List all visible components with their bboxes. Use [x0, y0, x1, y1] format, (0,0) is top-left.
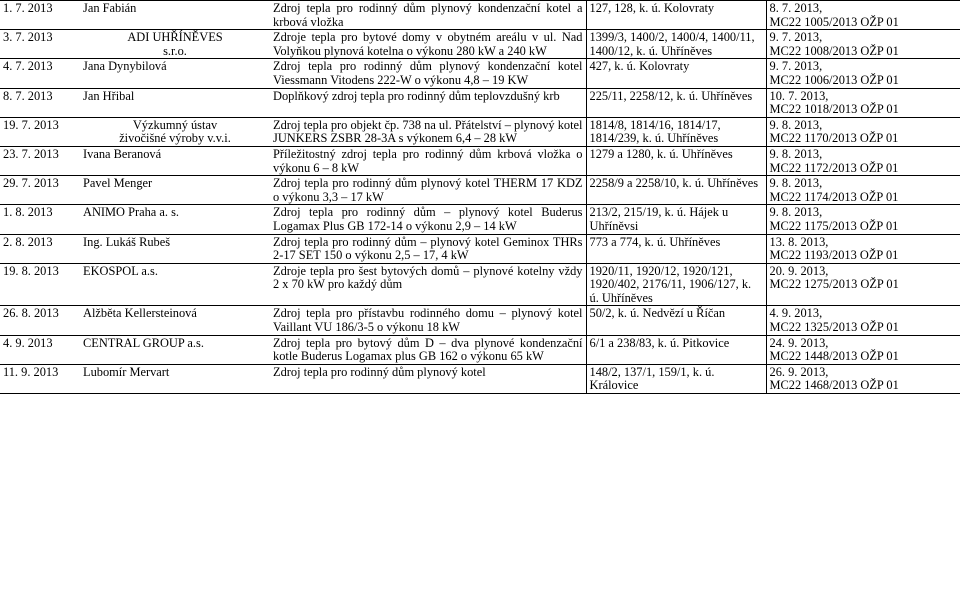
heat-source-text: Zdroj tepla pro rodinný dům plynový kondenzační kotel a krbová vložka [273, 1, 583, 29]
applicant-name-line: živočišné výroby v.v.i. [119, 131, 231, 146]
table-row [0, 1, 960, 30]
applicant-cell [80, 30, 270, 59]
table-row [0, 234, 960, 263]
decision-cell [766, 234, 960, 263]
decision-date: 24. 9. 2013, [769, 335, 829, 350]
heat-source-text: Zdroje tepla pro šest bytových domů – plynové kotelny vždy 2 x 70 kW pro každý dům [273, 263, 583, 292]
heat-source-cell [270, 176, 586, 205]
applicant-name-line: EKOSPOL a.s. [83, 263, 158, 278]
parcel-cell [586, 263, 766, 306]
applicant-cell [80, 117, 270, 146]
table-row [0, 205, 960, 234]
decision-date: 9. 7. 2013, [769, 30, 823, 45]
table-row [0, 146, 960, 175]
decision-cell [766, 335, 960, 364]
decision-cell [766, 1, 960, 30]
decision-number: MC22 1193/2013 OŽP 01 [769, 248, 899, 263]
decision-number: MC22 1172/2013 OŽP 01 [769, 160, 899, 175]
parcel-text: 773 a 774, k. ú. Uhříněves [589, 234, 721, 249]
applicant-cell [80, 335, 270, 364]
applicant-cell [80, 59, 270, 88]
heat-source-text: Zdroj tepla pro rodinný dům plynový kotel THERM 17 KDZ o výkonu 3,3 – 17 kW [273, 176, 583, 204]
decision-date: 26. 9. 2013, [769, 364, 829, 379]
applicant-cell [80, 205, 270, 234]
date-cell [0, 59, 80, 88]
table-row [0, 88, 960, 117]
decision-date: 9. 8. 2013, [769, 176, 823, 191]
applicant-name-line: ANIMO Praha a. s. [83, 205, 180, 220]
applicant-cell [80, 1, 270, 30]
parcel-cell [586, 88, 766, 117]
parcel-text: 50/2, k. ú. Nedvězí u Říčan [589, 306, 726, 321]
applicant-cell [80, 306, 270, 335]
applicant-name-line: Jan Fabián [83, 1, 137, 15]
date-cell [0, 88, 80, 117]
parcel-cell [586, 59, 766, 88]
decision-date: 8. 7. 2013, [769, 1, 823, 15]
decision-number: MC22 1468/2013 OŽP 01 [769, 378, 899, 393]
decision-number: MC22 1175/2013 OŽP 01 [769, 218, 899, 233]
date-text: 23. 7. 2013 [3, 146, 59, 161]
applicant-cell [80, 88, 270, 117]
decision-cell [766, 30, 960, 59]
heat-source-cell [270, 117, 586, 146]
decision-cell [766, 117, 960, 146]
date-text: 29. 7. 2013 [3, 176, 59, 191]
heat-source-text: Doplňkový zdroj tepla pro rodinný dům teplovzdušný krb [273, 88, 560, 103]
permits-table-body [0, 1, 960, 394]
parcel-text: 127, 128, k. ú. Kolovraty [589, 1, 715, 15]
applicant-cell [80, 263, 270, 306]
decision-number: MC22 1008/2013 OŽP 01 [769, 43, 899, 58]
heat-source-text: Zdroj tepla pro rodinný dům – plynový kotel Buderus Logamax Plus GB 172-14 o výkonu 2,9 – 14 kW [273, 205, 583, 233]
applicant-name-line: Jana Dynybilová [83, 59, 167, 74]
heat-source-text: Zdroj tepla pro objekt čp. 738 na ul. Přátelství – plynový kotel JUNKERS ZSBR 28-3A s výkonem 6,4 – 28 kW [273, 117, 583, 146]
decision-date: 4. 9. 2013, [769, 306, 823, 321]
parcel-cell [586, 205, 766, 234]
parcel-text: 225/11, 2258/12, k. ú. Uhříněves [589, 88, 753, 103]
applicant-name-line: CENTRAL GROUP a.s. [83, 335, 204, 350]
applicant-name-line: Ing. Lukáš Rubeš [83, 234, 171, 249]
date-cell [0, 234, 80, 263]
heat-source-cell [270, 364, 586, 393]
decision-date: 9. 8. 2013, [769, 117, 823, 132]
parcel-text: 2258/9 a 2258/10, k. ú. Uhříněves [589, 176, 759, 191]
date-text: 26. 8. 2013 [3, 306, 59, 321]
heat-source-cell [270, 335, 586, 364]
parcel-cell [586, 176, 766, 205]
parcel-text: 1279 a 1280, k. ú. Uhříněves [589, 146, 733, 161]
date-text: 11. 9. 2013 [3, 364, 59, 379]
decision-cell [766, 146, 960, 175]
date-cell [0, 335, 80, 364]
applicant-cell [80, 364, 270, 393]
parcel-cell [586, 30, 766, 59]
parcel-cell [586, 364, 766, 393]
date-text: 19. 7. 2013 [3, 117, 59, 132]
decision-date: 9. 8. 2013, [769, 205, 823, 220]
table-row [0, 364, 960, 393]
parcel-cell [586, 335, 766, 364]
heat-source-text: Zdroj tepla pro bytový dům D – dva plynové kondenzační kotle Buderus Logamax plus GB 162 o výkonu 65 kW [273, 335, 583, 364]
parcel-text: 1814/8, 1814/16, 1814/17, 1814/239, k. ú. Uhříněves [589, 117, 721, 146]
decision-number: MC22 1018/2013 OŽP 01 [769, 102, 899, 117]
applicant-name-line: Ivana Beranová [83, 146, 162, 161]
table-row [0, 306, 960, 335]
applicant-name-line: s.r.o. [163, 43, 187, 58]
applicant-name-line: Výzkumný ústav [132, 117, 218, 132]
date-cell [0, 117, 80, 146]
decision-number: MC22 1275/2013 OŽP 01 [769, 277, 899, 292]
heat-source-cell [270, 88, 586, 117]
date-cell [0, 263, 80, 306]
date-text: 1. 8. 2013 [3, 205, 53, 220]
heat-source-text: Zdroje tepla pro bytové domy v obytném areálu v ul. Nad Volyňkou plynová kotelna o výkonu 280 kW a 240 kW [273, 30, 583, 58]
date-text: 2. 8. 2013 [3, 234, 53, 249]
parcel-cell [586, 146, 766, 175]
decision-cell [766, 364, 960, 393]
heat-source-text: Zdroj tepla pro přístavbu rodinného domu – plynový kotel Vaillant VU 186/3-5 o výkonu 18 kW [273, 306, 583, 335]
applicant-cell [80, 146, 270, 175]
decision-cell [766, 88, 960, 117]
date-text: 1. 7. 2013 [3, 1, 53, 15]
decision-cell [766, 176, 960, 205]
applicant-name-line: Lubomír Mervart [83, 364, 170, 379]
table-row [0, 176, 960, 205]
heat-source-cell [270, 205, 586, 234]
heat-source-cell [270, 1, 586, 30]
date-cell [0, 176, 80, 205]
parcel-text: 427, k. ú. Kolovraty [589, 59, 690, 74]
date-text: 8. 7. 2013 [3, 88, 53, 103]
applicant-cell [80, 176, 270, 205]
decision-cell [766, 306, 960, 335]
table-row [0, 30, 960, 59]
heat-source-cell [270, 146, 586, 175]
heat-source-cell [270, 30, 586, 59]
decision-number: MC22 1006/2013 OŽP 01 [769, 72, 899, 87]
heat-source-text: Příležitostný zdroj tepla pro rodinný dům krbová vložka o výkonu 6 – 8 kW [273, 146, 583, 175]
heat-source-cell [270, 234, 586, 263]
parcel-text: 213/2, 215/19, k. ú. Hájek u Uhříněvsi [589, 205, 729, 233]
decision-cell [766, 205, 960, 234]
heat-source-cell [270, 306, 586, 335]
parcel-text: 1920/11, 1920/12, 1920/121, 1920/402, 2176/11, 1906/127, k. ú. Uhříněves [589, 263, 752, 305]
parcel-cell [586, 234, 766, 263]
date-text: 3. 7. 2013 [3, 30, 53, 45]
parcel-text: 6/1 a 238/83, k. ú. Pitkovice [589, 335, 730, 350]
date-cell [0, 30, 80, 59]
parcel-text: 148/2, 137/1, 159/1, k. ú. Královice [589, 364, 715, 393]
table-row [0, 335, 960, 364]
decision-number: MC22 1005/2013 OŽP 01 [769, 14, 899, 29]
parcel-cell [586, 306, 766, 335]
applicant-name-line: ADI UHŘÍNĚVES [127, 30, 223, 45]
parcel-cell [586, 117, 766, 146]
decision-cell [766, 59, 960, 88]
date-cell [0, 1, 80, 30]
applicant-name-line: Pavel Menger [83, 176, 153, 191]
decision-number: MC22 1170/2013 OŽP 01 [769, 131, 899, 146]
decision-number: MC22 1325/2013 OŽP 01 [769, 320, 899, 335]
date-cell [0, 364, 80, 393]
parcel-text: 1399/3, 1400/2, 1400/4, 1400/11, 1400/12, k. ú. Uhříněves [589, 30, 755, 58]
decision-date: 10. 7. 2013, [769, 88, 829, 103]
applicant-name-line: Jan Hřibal [83, 88, 135, 103]
decision-date: 13. 8. 2013, [769, 234, 829, 249]
date-cell [0, 205, 80, 234]
heat-source-text: Zdroj tepla pro rodinný dům plynový kotel [273, 364, 486, 379]
date-text: 4. 9. 2013 [3, 335, 53, 350]
table-row [0, 117, 960, 146]
heat-source-text: Zdroj tepla pro rodinný dům plynový kondenzační kotel Viessmann Vitodens 222-W o výkonu 4,8 – 19 KW [273, 59, 583, 87]
date-cell [0, 306, 80, 335]
table-row [0, 263, 960, 306]
date-cell [0, 146, 80, 175]
decision-date: 9. 8. 2013, [769, 146, 823, 161]
parcel-cell [586, 1, 766, 30]
heat-source-cell [270, 263, 586, 306]
table-row [0, 59, 960, 88]
decision-date: 9. 7. 2013, [769, 59, 823, 74]
date-text: 19. 8. 2013 [3, 263, 59, 278]
decision-cell [766, 263, 960, 306]
applicant-name-line: Alžběta Kellersteinová [83, 306, 197, 321]
decision-number: MC22 1448/2013 OŽP 01 [769, 349, 899, 364]
decision-number: MC22 1174/2013 OŽP 01 [769, 189, 899, 204]
applicant-cell [80, 234, 270, 263]
heat-source-text: Zdroj tepla pro rodinný dům – plynový kotel Geminox THRs 2-17 SET 150 o výkonu 2,5 – 17, 4 kW [273, 234, 583, 263]
date-text: 4. 7. 2013 [3, 59, 53, 74]
decision-date: 20. 9. 2013, [769, 263, 829, 278]
heat-source-cell [270, 59, 586, 88]
